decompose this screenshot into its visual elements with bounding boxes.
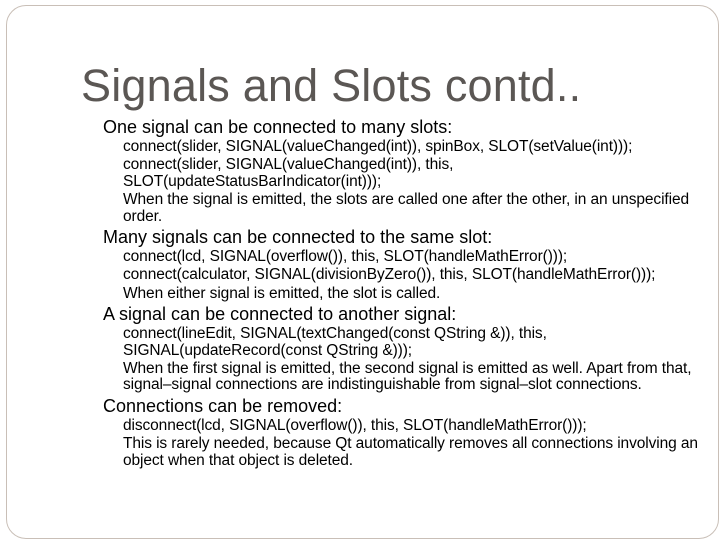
sub-bullet-text: connect(slider, SIGNAL(valueChanged(int)), this, SLOT(updateStatusBarIndicator(int))); [123, 156, 454, 190]
sub-bullet-item [105, 436, 700, 469]
sub-bullet-item [105, 249, 700, 265]
sub-bullet-text: connect(slider, SIGNAL(valueChanged(int)), spinBox, SLOT(setValue(int))); [123, 138, 633, 155]
sub-bullet-item [105, 326, 700, 359]
sub-bullet-text: This is rarely needed, because Qt automatically removes all connections involving an object when that object is deleted. [123, 435, 698, 469]
sub-bullet-text: connect(calculator, SIGNAL(divisionByZero()), this, SLOT(handleMathError())); [123, 266, 656, 284]
sub-bullet-item [105, 267, 700, 283]
bullet-item [80, 227, 700, 247]
sub-bullet-item [105, 286, 700, 302]
slide-title: Signals and Slots contd.. [81, 60, 582, 111]
bullet-text: One signal can be connected to many slots: [103, 117, 453, 137]
bullet-list [80, 117, 700, 471]
sub-bullet-text: disconnect(lcd, SIGNAL(overflow()), this, SLOT(handleMathError())); [123, 416, 587, 434]
sub-bullet-item [105, 361, 700, 394]
bullet-text: Connections can be removed: [103, 395, 343, 416]
bullet-text: A signal can be connected to another signal: [103, 304, 457, 325]
bullet-item [80, 396, 700, 416]
sub-bullet-text: connect(lineEdit, SIGNAL(textChanged(const QString &)), this, SIGNAL(updateRecord(const QString &))); [123, 325, 547, 359]
sub-bullet-text: When the first signal is emitted, the second signal is emitted as well. Apart from that, signal–signal connections are indistinguishable from signal–slot connections. [123, 360, 692, 394]
bullet-text: Many signals can be connected to the same slot: [103, 227, 493, 248]
bullet-item [80, 304, 700, 324]
sub-bullet-text: When either signal is emitted, the slot is called. [123, 284, 441, 302]
sub-bullet-text: When the signal is emitted, the slots are called one after the other, in an unspecified order. [123, 191, 690, 225]
bullet-item [80, 117, 700, 137]
sub-bullet-item [105, 192, 700, 225]
sub-bullet-item [105, 418, 700, 434]
sub-bullet-item [105, 139, 700, 155]
sub-bullet-text: connect(lcd, SIGNAL(overflow()), this, SLOT(handleMathError())); [123, 248, 568, 266]
sub-bullet-item [105, 157, 700, 190]
